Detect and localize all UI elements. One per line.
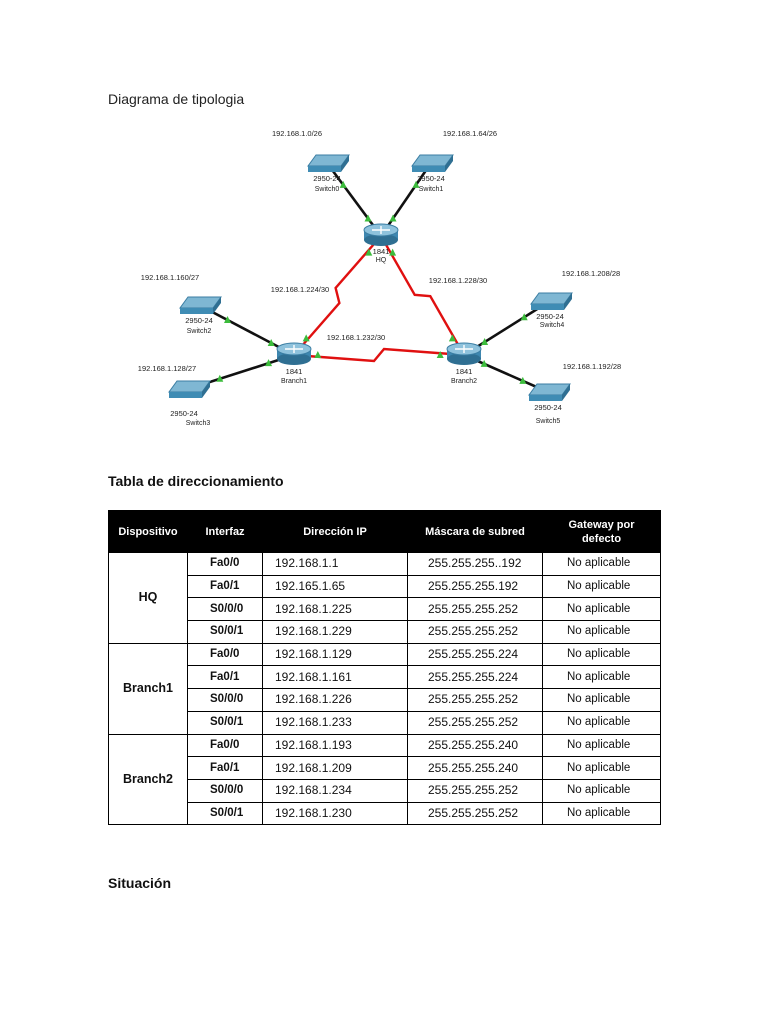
gateway-cell: No aplicable <box>543 553 661 576</box>
switch-model-label: 2950-24 <box>536 312 564 321</box>
switch-model-label: 2950-24 <box>170 409 198 418</box>
switch-name-label: Switch3 <box>185 420 211 427</box>
mask-cell: 255.255.255..192 <box>408 553 543 576</box>
table-row <box>109 666 661 689</box>
switch-network-label: 192.168.1.192/28 <box>562 362 622 371</box>
interface-cell: Fa0/1 <box>188 757 263 780</box>
switch-icon-front <box>531 304 564 310</box>
header-ip-address: Dirección IP <box>263 511 408 553</box>
table-row <box>109 779 661 802</box>
router-model-label: 1841 <box>285 367 303 376</box>
table-row <box>109 621 661 644</box>
switch-icon-front <box>180 308 213 314</box>
interface-cell: S0/0/0 <box>188 779 263 802</box>
ip-cell: 192.168.1.230 <box>263 802 408 825</box>
table-row <box>109 575 661 598</box>
switch-name-label: Switch0 <box>314 186 340 193</box>
ip-cell: 192.168.1.129 <box>263 643 408 666</box>
mask-cell: 255.255.255.252 <box>408 621 543 644</box>
gateway-cell: No aplicable <box>543 689 661 712</box>
ip-cell: 192.168.1.226 <box>263 689 408 712</box>
gateway-cell: No aplicable <box>543 598 661 621</box>
switch-name-label: Switch4 <box>539 322 565 329</box>
switch-icon-front <box>169 392 202 398</box>
addressing-table <box>108 510 661 825</box>
header-subnet-mask: Máscara de subred <box>408 511 543 553</box>
mask-cell: 255.255.255.192 <box>408 575 543 598</box>
diagram-heading: Diagrama de tipologia <box>108 91 245 107</box>
table-row <box>109 689 661 712</box>
mask-cell: 255.255.255.252 <box>408 802 543 825</box>
table-row <box>109 802 661 825</box>
topology-diagram <box>120 118 640 438</box>
ip-cell: 192.165.1.65 <box>263 575 408 598</box>
interface-cell: S0/0/1 <box>188 621 263 644</box>
table-row <box>109 734 661 757</box>
table-header-row <box>109 511 661 553</box>
mask-cell: 255.255.255.224 <box>408 643 543 666</box>
switch-name-label: Switch2 <box>186 328 212 335</box>
router-name-label: Branch2 <box>450 378 478 385</box>
switch-name-label: Switch5 <box>535 418 561 425</box>
gateway-cell: No aplicable <box>543 711 661 734</box>
mask-cell: 255.255.255.252 <box>408 711 543 734</box>
gateway-cell: No aplicable <box>543 621 661 644</box>
switch-network-label: 192.168.1.64/26 <box>442 129 498 138</box>
table-row <box>109 643 661 666</box>
mask-cell: 255.255.255.240 <box>408 734 543 757</box>
gateway-cell: No aplicable <box>543 779 661 802</box>
interface-cell: Fa0/1 <box>188 666 263 689</box>
gateway-cell: No aplicable <box>543 734 661 757</box>
ip-cell: 192.168.1.193 <box>263 734 408 757</box>
ip-cell: 192.168.1.209 <box>263 757 408 780</box>
ip-cell: 192.168.1.234 <box>263 779 408 802</box>
serial-network-label: 192.168.1.232/30 <box>326 333 386 342</box>
device-cell-branch1: Branch1 <box>109 643 188 734</box>
switch-model-label: 2950-24 <box>185 316 213 325</box>
mask-cell: 255.255.255.240 <box>408 757 543 780</box>
interface-cell: S0/0/1 <box>188 802 263 825</box>
ip-cell: 192.168.1.233 <box>263 711 408 734</box>
ip-cell: 192.168.1.1 <box>263 553 408 576</box>
switch-model-label: 2950-24 <box>417 174 445 183</box>
interface-cell: Fa0/0 <box>188 643 263 666</box>
serial-network-label: 192.168.1.228/30 <box>428 276 488 285</box>
mask-cell: 255.255.255.252 <box>408 689 543 712</box>
interface-cell: S0/0/0 <box>188 689 263 712</box>
switch-network-label: 192.168.1.160/27 <box>140 273 200 282</box>
table-row <box>109 553 661 576</box>
interface-cell: Fa0/1 <box>188 575 263 598</box>
gateway-cell: No aplicable <box>543 666 661 689</box>
device-cell-hq: HQ <box>109 553 188 644</box>
gateway-cell: No aplicable <box>543 802 661 825</box>
router-name-label: Branch1 <box>280 378 308 385</box>
mask-cell: 255.255.255.252 <box>408 598 543 621</box>
interface-cell: S0/0/0 <box>188 598 263 621</box>
table-row <box>109 757 661 780</box>
device-cell-branch2: Branch2 <box>109 734 188 825</box>
interface-cell: Fa0/0 <box>188 734 263 757</box>
switch-model-label: 2950-24 <box>313 174 341 183</box>
situacion-heading: Situación <box>108 875 172 891</box>
switch-network-label: 192.168.1.128/27 <box>137 364 197 373</box>
table-row <box>109 598 661 621</box>
switch-icon-front <box>412 166 445 172</box>
gateway-cell: No aplicable <box>543 575 661 598</box>
ip-cell: 192.168.1.229 <box>263 621 408 644</box>
switch-network-label: 192.168.1.0/26 <box>271 129 323 138</box>
table-heading: Tabla de direccionamiento <box>108 473 284 489</box>
gateway-cell: No aplicable <box>543 757 661 780</box>
ip-cell: 192.168.1.161 <box>263 666 408 689</box>
gateway-cell: No aplicable <box>543 643 661 666</box>
router-model-label: 1841 <box>455 367 473 376</box>
switch-icon-front <box>308 166 341 172</box>
switch-model-label: 2950-24 <box>534 403 562 412</box>
switch-icon-front <box>529 395 562 401</box>
router-name-label: HQ <box>375 257 387 264</box>
switch-name-label: Switch1 <box>418 186 444 193</box>
switch-network-label: 192.168.1.208/28 <box>561 269 621 278</box>
interface-cell: S0/0/1 <box>188 711 263 734</box>
header-default-gateway: Gateway por defecto <box>543 511 661 553</box>
mask-cell: 255.255.255.224 <box>408 666 543 689</box>
header-interface: Interfaz <box>188 511 263 553</box>
serial-network-label: 192.168.1.224/30 <box>270 285 330 294</box>
serial-port-light-2-0 <box>314 351 321 358</box>
ip-cell: 192.168.1.225 <box>263 598 408 621</box>
router-model-label: 1841 <box>372 247 390 256</box>
header-device: Dispositivo <box>109 511 188 553</box>
table-row <box>109 711 661 734</box>
interface-cell: Fa0/0 <box>188 553 263 576</box>
mask-cell: 255.255.255.252 <box>408 779 543 802</box>
